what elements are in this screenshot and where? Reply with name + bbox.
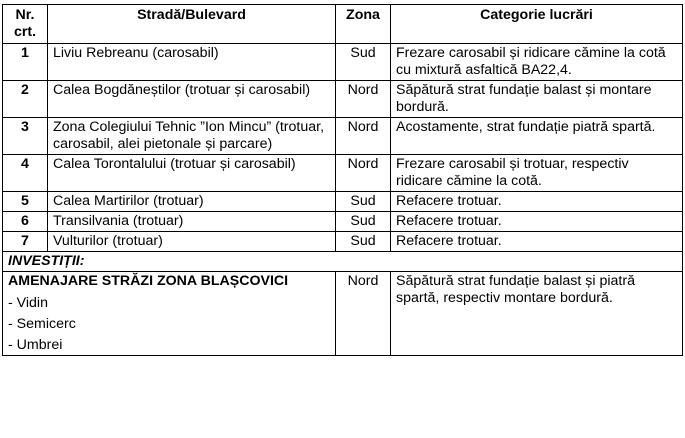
row-street: Calea Martirilor (trotuar) bbox=[48, 192, 336, 212]
investment-street-item: - Umbrei bbox=[8, 337, 63, 353]
header-street: Stradă/Bulevard bbox=[48, 5, 336, 44]
road-works-table bbox=[2, 4, 683, 356]
investment-project-row bbox=[3, 272, 683, 356]
row-category: Acostamente, strat fundație piatră spartă. bbox=[391, 118, 683, 155]
table-row bbox=[3, 118, 683, 155]
row-street: Transilvania (trotuar) bbox=[48, 212, 336, 232]
header-nr: Nr. crt. bbox=[3, 5, 48, 44]
investment-project-cell bbox=[3, 272, 336, 356]
row-nr: 1 bbox=[3, 44, 48, 81]
row-nr: 3 bbox=[3, 118, 48, 155]
row-street: Zona Colegiului Tehnic ”Ion Mincu” (trotuar, carosabil, alei pietonale și parcare) bbox=[48, 118, 336, 155]
table-row bbox=[3, 232, 683, 252]
row-street: Vulturilor (trotuar) bbox=[48, 232, 336, 252]
row-zone: Sud bbox=[336, 44, 391, 81]
investments-section-label: INVESTIȚII: bbox=[3, 252, 683, 272]
row-category: Săpătură strat fundație balast și montare bordură. bbox=[391, 81, 683, 118]
row-street: Liviu Rebreanu (carosabil) bbox=[48, 44, 336, 81]
row-category: Frezare carosabil și trotuar, respectiv ridicare cămine la cotă. bbox=[391, 155, 683, 192]
row-zone: Nord bbox=[336, 155, 391, 192]
row-category: Refacere trotuar. bbox=[391, 232, 683, 252]
row-category: Frezare carosabil și ridicare cămine la cotă cu mixtură asfaltică BA22,4. bbox=[391, 44, 683, 81]
row-nr: 7 bbox=[3, 232, 48, 252]
table-header-row bbox=[3, 5, 683, 44]
table-row bbox=[3, 44, 683, 81]
row-nr: 6 bbox=[3, 212, 48, 232]
table-row bbox=[3, 155, 683, 192]
row-nr: 2 bbox=[3, 81, 48, 118]
investment-project-title: AMENAJARE STRĂZI ZONA BLAȘCOVICI bbox=[8, 273, 289, 289]
row-zone: Sud bbox=[336, 212, 391, 232]
row-category: Refacere trotuar. bbox=[391, 212, 683, 232]
header-category: Categorie lucrări bbox=[391, 5, 683, 44]
investments-section-row bbox=[3, 252, 683, 272]
row-category: Refacere trotuar. bbox=[391, 192, 683, 212]
table-row bbox=[3, 81, 683, 118]
works-document bbox=[2, 4, 683, 356]
row-zone: Nord bbox=[336, 118, 391, 155]
investment-street-item: - Vidin bbox=[8, 295, 48, 311]
row-zone: Sud bbox=[336, 192, 391, 212]
table-row bbox=[3, 212, 683, 232]
row-street: Calea Bogdăneștilor (trotuar și carosabil) bbox=[48, 81, 336, 118]
table-row bbox=[3, 192, 683, 212]
row-zone: Nord bbox=[336, 81, 391, 118]
investment-zone: Nord bbox=[336, 272, 391, 356]
investment-street-item: - Semicerc bbox=[8, 316, 76, 332]
investment-category: Săpătură strat fundație balast și piatră spartă, respectiv montare bordură. bbox=[391, 272, 683, 356]
row-nr: 5 bbox=[3, 192, 48, 212]
row-street: Calea Torontalului (trotuar și carosabil) bbox=[48, 155, 336, 192]
row-zone: Sud bbox=[336, 232, 391, 252]
row-nr: 4 bbox=[3, 155, 48, 192]
header-zone: Zona bbox=[336, 5, 391, 44]
